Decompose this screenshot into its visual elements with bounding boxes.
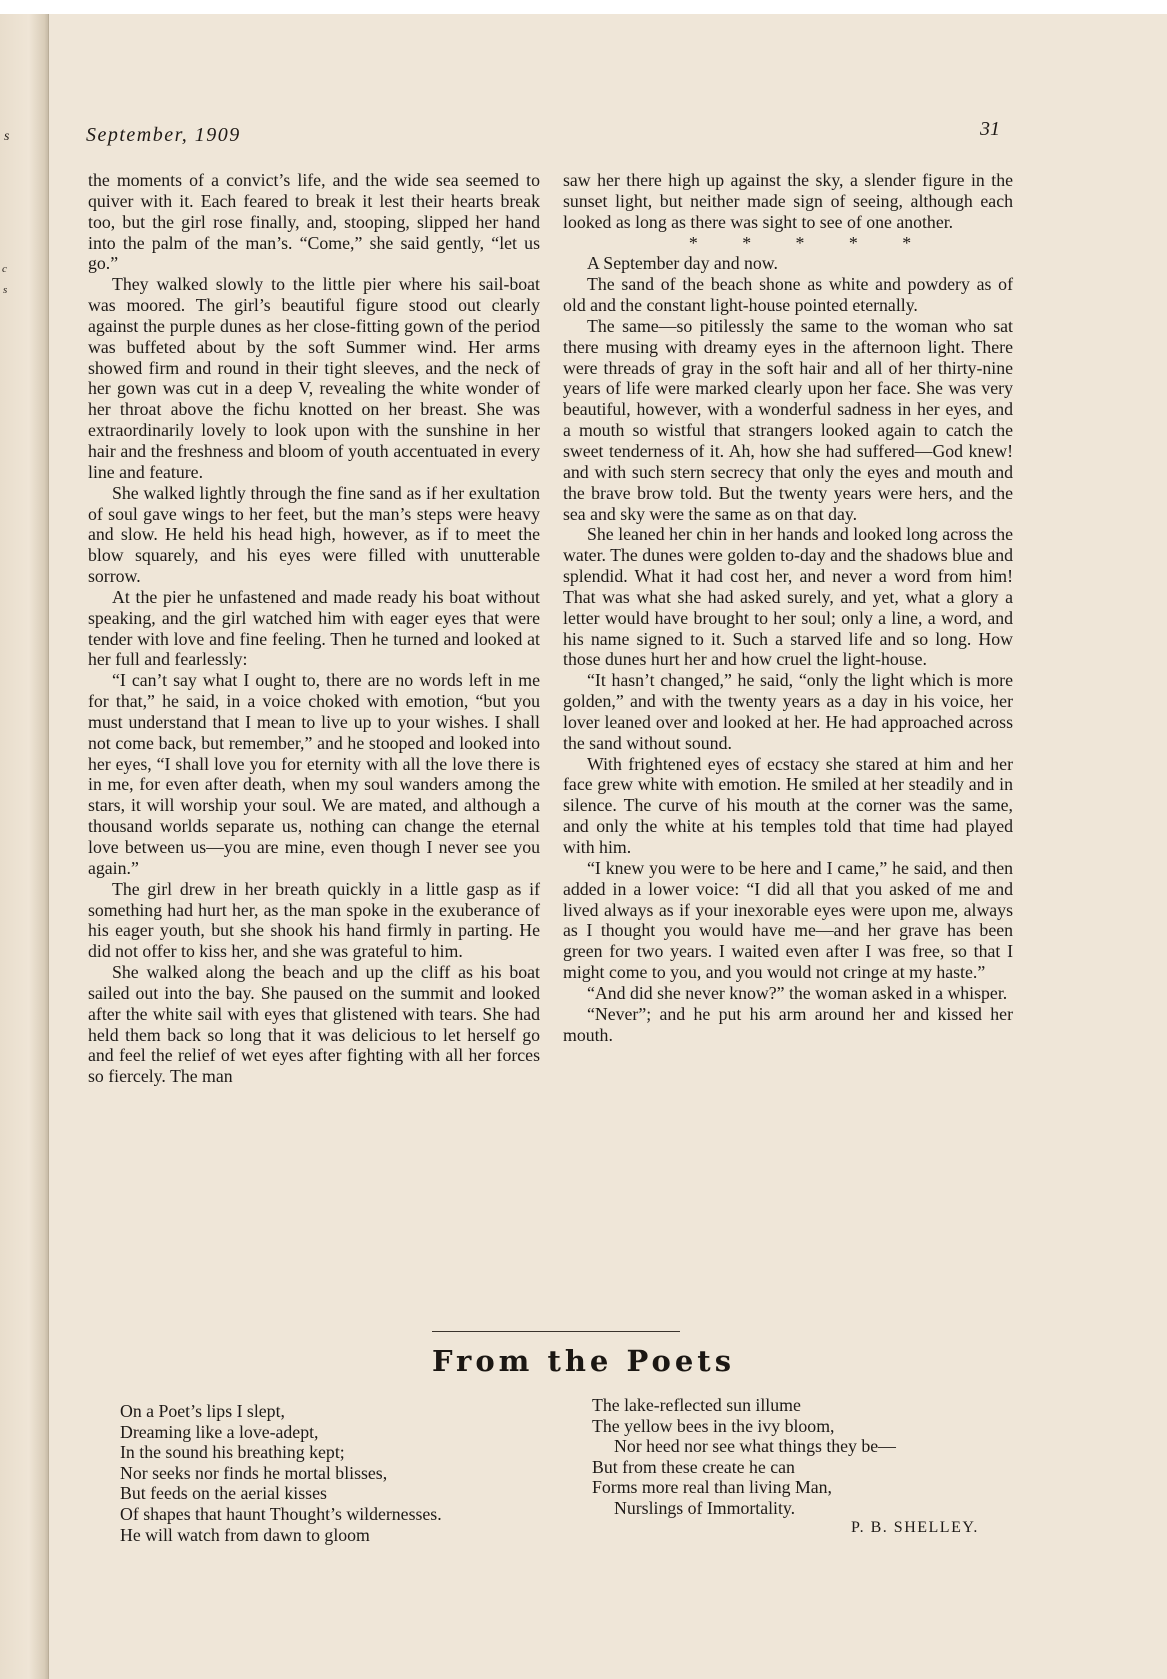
poem-left-stanza <box>120 1401 442 1545</box>
poem-attribution: P. B. SHELLEY. <box>851 1519 979 1536</box>
margin-mark: s <box>4 129 10 144</box>
poem-line: Of shapes that haunt Thought’s wildernesses. <box>120 1503 442 1524</box>
story-paragraph: They walked slowly to the little pier where his sail-boat was moored. The girl’s beautiful figure stood out clearly against the purple dunes as her close-fitting gown of the period was buffeted about by the soft Summer wind. Her arms showed firm and round in their tight sleeves, and the neck of her gown was cut in a deep V, revealing the white wonder of her throat above the fichu knotted on her breast. She was extraordinarily lovely to look upon with the sunshine in her hair and the freshness and bloom of youth accentuated in every line and feature. <box>88 274 540 482</box>
story-paragraph: “I can’t say what I ought to, there are no words left in me for that,” he said, in a voice choked with emotion, “but you must understand that I mean to live up to your wishes. I shall not come back, but remember,” and he stooped and looked into her eyes, “I shall love you for eternity with all the love there is in me, for even after death, when my soul wanders among the stars, it will worship your soul. We are mated, and although a thousand worlds separate us, nothing can change the eternal love between us—you are mine, even though I never see you again.” <box>88 670 540 878</box>
poem-line: Dreaming like a love-adept, <box>120 1421 319 1442</box>
story-paragraph: The same—so pitilessly the same to the woman who sat there musing with dreamy eyes in the afternoon light. There were threads of gray in the soft hair and all of her thirty-nine years of life were marked clearly upon her face. She was very beautiful, however, with a wonderful sadness in her eyes, and a mouth so wistful that strangers looked again to catch the sweet tenderness of it. Ah, how she had suffered—God knew! and with such stern secrecy that only the eyes and mouth and the brave brow told. But the twenty years were hers, and the sea and sky were the same as on that day. <box>563 315 1013 524</box>
poem-line: But from these create he can <box>592 1456 795 1477</box>
story-paragraph: “It hasn’t changed,” he said, “only the light which is more golden,” and with the twenty years as a day in his voice, her lover leaned over and looked at her. He had approached across the sand without sound. <box>563 670 1013 753</box>
story-paragraph: “Never”; and he put his arm around her and kissed her mouth. <box>563 1003 1013 1045</box>
story-paragraph: The sand of the beach shone as white and powdery as of old and the constant light-house pointed eternally. <box>563 274 1013 316</box>
poem-line: Nor seeks nor finds he mortal blisses, <box>120 1462 388 1483</box>
story-paragraph: “I knew you were to be here and I came,” he said, and then added in a lower voice: “I did all that you asked of me and lived always as if your inexorable eyes were upon me, always as I thought you would have me—and her grave has been green for two years. I waited even after I was free, so that I might come to you, and you would not cringe at my haste.” <box>563 857 1013 983</box>
story-right-column <box>563 170 1013 1045</box>
story-paragraph: “And did she never know?” the woman asked in a whisper. <box>587 982 1008 1003</box>
poem-line: But feeds on the aerial kisses <box>120 1483 327 1504</box>
story-paragraph: the moments of a convict’s life, and the wide sea seemed to quiver with it. Each feared to break it lest their hearts break too, but the girl rose finally, and, stooping, slipped her hand into the palm of the man’s. “Come,” she said gently, “let us go.” <box>88 170 540 274</box>
poem-line: In the sound his breathing kept; <box>120 1442 345 1463</box>
poem-right-stanza <box>592 1395 896 1519</box>
story-paragraph: She walked lightly through the fine sand as if her exultation of soul gave wings to her feet, but the man’s steps were heavy and slow. He held his head high, however, as if to meet the blow squarely, and his eyes were filled with unutterable sorrow. <box>88 482 540 587</box>
poem-line: On a Poet’s lips I slept, <box>120 1401 285 1421</box>
section-separator: * * * * * <box>688 232 912 253</box>
margin-mark: s <box>3 284 8 296</box>
issue-date: September, 1909 <box>86 124 241 146</box>
margin-mark: c <box>2 263 7 275</box>
page-gutter <box>0 14 49 1679</box>
poem-line: Nurslings of Immortality. <box>614 1497 796 1518</box>
story-paragraph: She walked along the beach and up the cliff as his boat sailed out into the bay. She paused on the summit and looked after the white sail with eyes that glistened with tears. She had held them back so long that it was delicious to let herself go and feel the relief of wet eyes after fighting with all her forces so fiercely. The man <box>88 962 540 1087</box>
poem-line: He will watch from dawn to gloom <box>120 1524 370 1545</box>
poem-line: The yellow bees in the ivy bloom, <box>592 1415 835 1436</box>
page-number: 31 <box>980 118 1000 140</box>
story-paragraph: saw her there high up against the sky, a slender figure in the sunset light, but neither made sign of seeing, although each looked as long as there was sight to see of one another. <box>563 170 1013 232</box>
section-divider <box>432 1331 680 1332</box>
poem-line: The lake-reflected sun illume <box>592 1395 801 1415</box>
section-title: From the Poets <box>431 1344 736 1378</box>
story-paragraph: At the pier he unfastened and made ready his boat without speaking, and the girl watched him with eager eyes that were tender with love and fine feeling. Then he turned and looked at her full and fearlessly: <box>88 586 540 670</box>
story-paragraph: With frightened eyes of ecstacy she stared at him and her face grew white with emotion. He smiled at her steadily and in silence. The curve of his mouth at the corner was the same, and only the white at his temples told that time had played with him. <box>563 753 1013 857</box>
poem-line: Nor heed nor see what things they be— <box>614 1436 896 1457</box>
story-paragraph: The girl drew in her breath quickly in a little gasp as if something had hurt her, as the man spoke in the exuberance of his eager youth, but she shook his hand firmly in parting. He did not offer to kiss her, and she was grateful to him. <box>88 878 540 962</box>
story-paragraph: A September day and now. <box>587 253 778 274</box>
story-paragraph: She leaned her chin in her hands and looked long across the water. The dunes were golden to-day and the shadows blue and splendid. What it had cost her, and never a word from him! That was what she had asked surely, and yet, what a glory a letter would have brought to her soul; only a line, a word, and his name signed to it. Such a starved life and so long. How those dunes hurt her and how cruel the light-house. <box>563 524 1013 670</box>
poem-line: Forms more real than living Man, <box>592 1477 833 1498</box>
story-left-column <box>88 170 540 1087</box>
